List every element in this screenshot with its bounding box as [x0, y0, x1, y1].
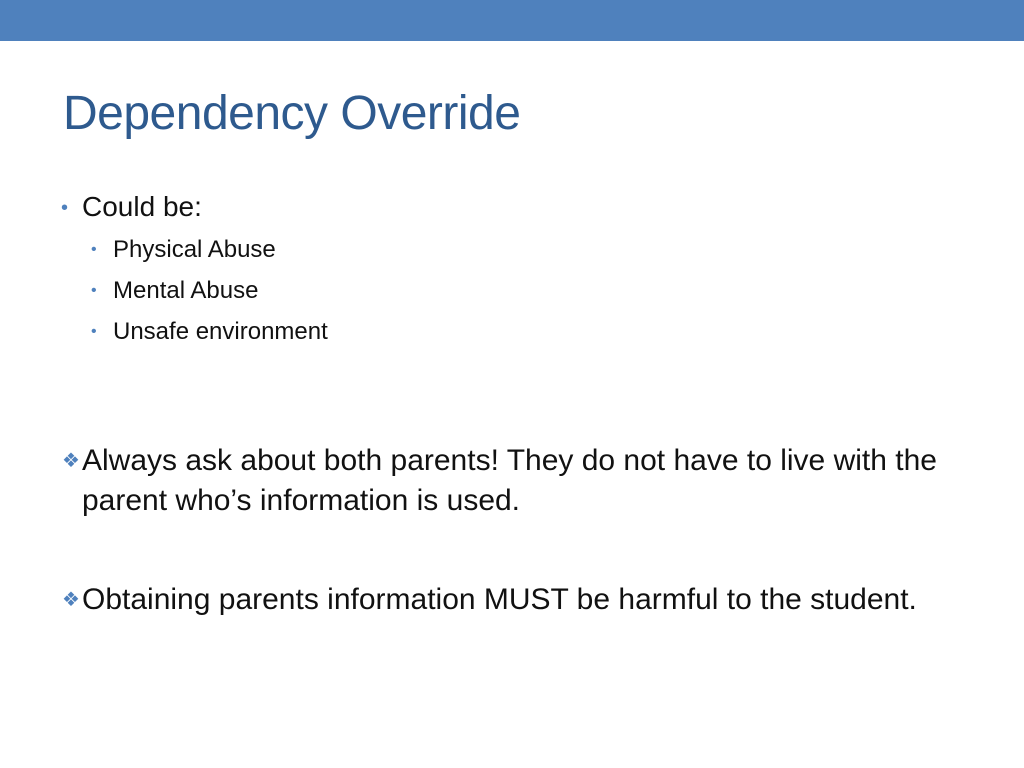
sub-bullet-mental-abuse: Mental Abuse [113, 277, 259, 304]
bullet-dot-icon: • [91, 241, 97, 258]
diamond-bullet-icon: ❖ [62, 589, 80, 611]
sub-bullet-physical-abuse: Physical Abuse [113, 236, 276, 263]
sub-bullet-unsafe-environment: Unsafe environment [113, 318, 328, 345]
bullet-dot-icon: • [91, 323, 97, 340]
diamond-item-text: Obtaining parents information MUST be harmful to the student. [82, 583, 917, 616]
bullet-dot-icon: • [61, 197, 69, 219]
diamond-bullet-icon: ❖ [62, 450, 80, 472]
bullet-dot-icon: • [91, 282, 97, 299]
bullet-could-be: Could be: [82, 191, 202, 222]
diamond-item-text: Always ask about both parents! They do not have to live with the parent who’s information is used. [82, 444, 937, 517]
slide-title: Dependency Override [63, 87, 521, 140]
diamond-item-harmful [62, 580, 962, 620]
diamond-item-both-parents [62, 441, 962, 521]
header-band [0, 0, 1024, 41]
